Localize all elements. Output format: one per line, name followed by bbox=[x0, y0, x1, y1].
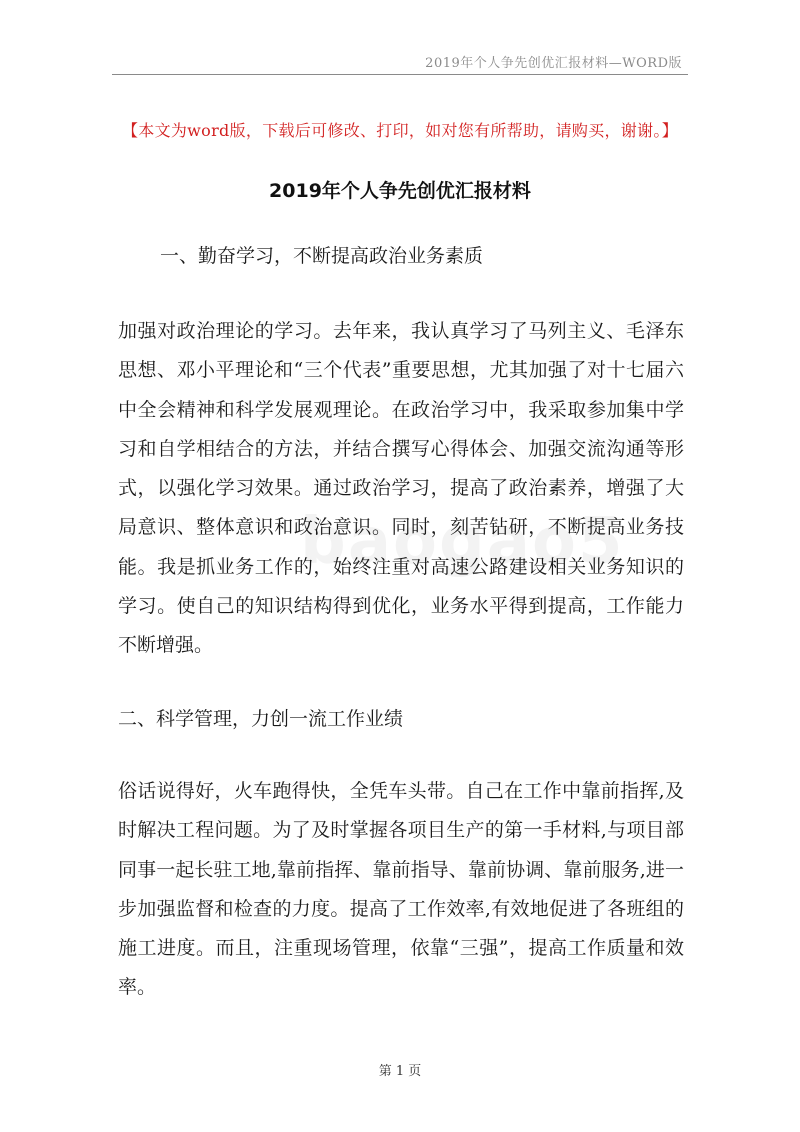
section-2-heading: 二、科学管理，力创一流工作业绩 bbox=[118, 708, 404, 730]
section-1-paragraph: 加强对政治理论的学习。去年来，我认真学习了马列主义、毛泽东思想、邓小平理论和“三个代表”重要思想，尤其加强了对十七届六中全会精神和科学发展观理论。在政治学习中，我采取参加集中学习和自学相结合的方法，并结合撰写心得体会、加强交流沟通等形式，以强化学习效果。通过政治学习，提高了政治素养，增强了大局意识、整体意识和政治意识。同时，刻苦钻研，不断提高业务技能。我是抓业务工作的，始终注重对高速公路建设相关业务知识的学习。使自己的知识结构得到优化，业务水平得到提高，工作能力不断增强。 bbox=[118, 320, 684, 657]
purchase-notice: 【本文为word版，下载后可修改、打印，如对您有所帮助，请购买，谢谢。】 bbox=[121, 121, 679, 140]
section-2-paragraph: 俗话说得好，火车跑得快，全凭车头带。自己在工作中靠前指挥,及时解决工程问题。为了及时掌握各项目生产的第一手材料,与项目部同事一起长驻工地,靠前指挥、靠前指导、靠前协调、靠前服务,进一步加强监督和检查的力度。提高了工作效率,有效地促进了各班组的施工进度。而且，注重现场管理，依靠“三强”，提高工作质量和效率。 bbox=[118, 780, 684, 999]
page-number: 第 1 页 bbox=[378, 1064, 422, 1079]
section-1-heading: 一、勤奋学习，不断提高政治业务素质 bbox=[160, 245, 484, 267]
watermark bbox=[300, 505, 624, 579]
header-divider bbox=[112, 74, 688, 75]
document-title: 2019年个人争先创优汇报材料 bbox=[269, 180, 531, 202]
running-header: 2019年个人争先创优汇报材料—WORD版 bbox=[425, 56, 682, 71]
